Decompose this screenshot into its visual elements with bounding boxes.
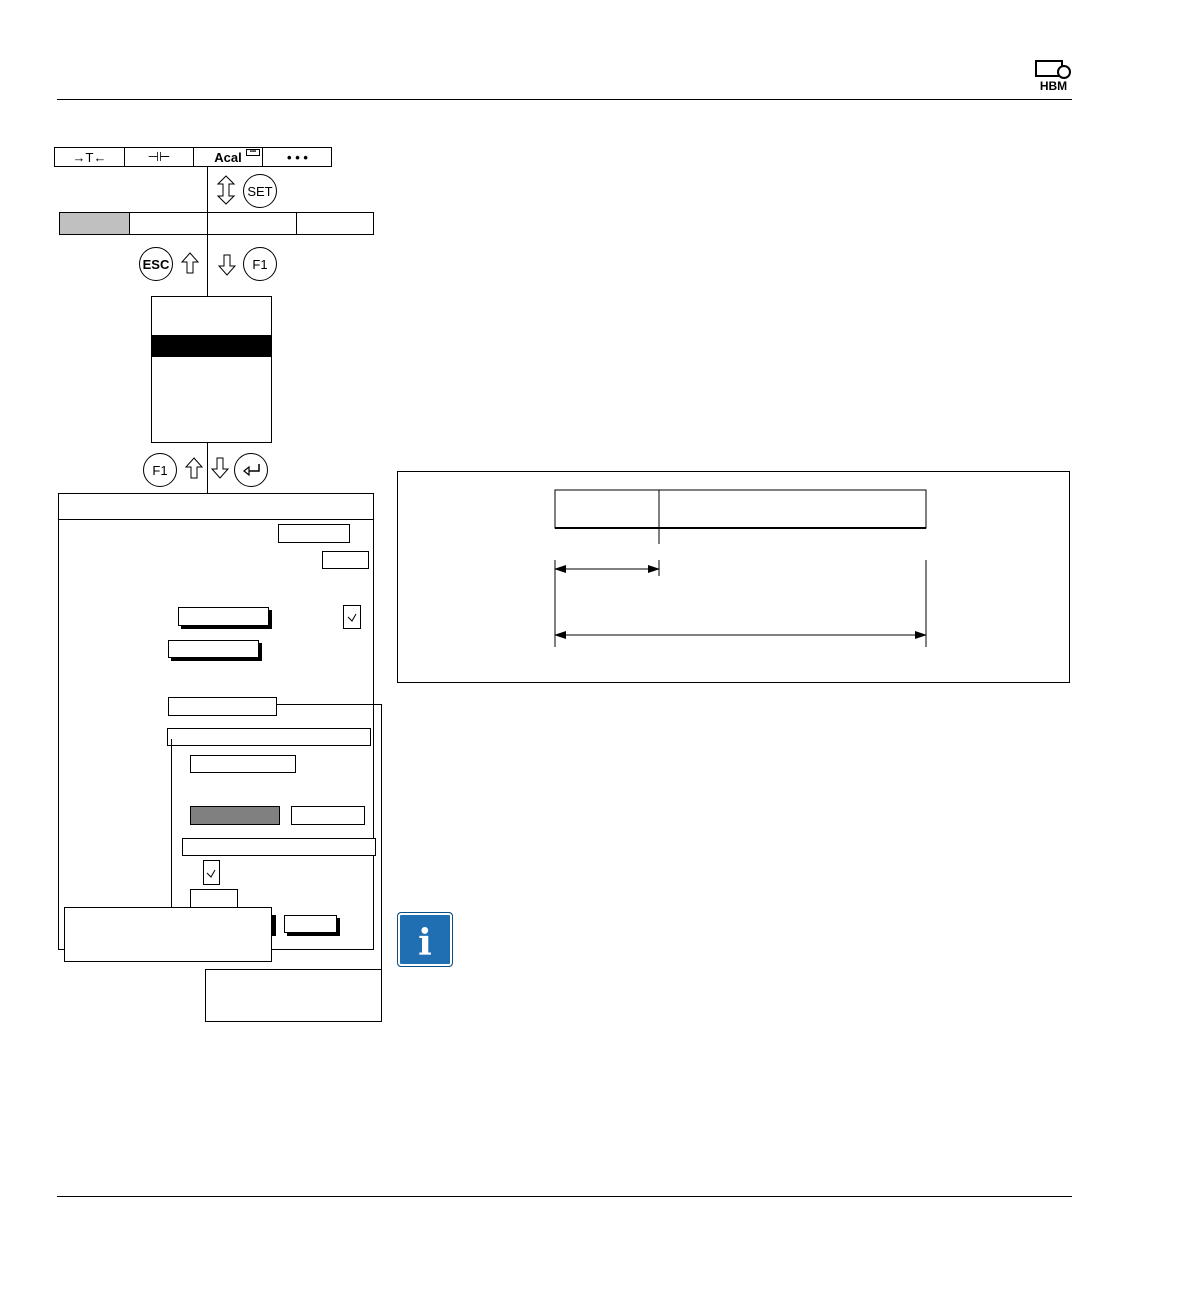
tab-4[interactable] (297, 213, 373, 234)
callout-box-left (64, 907, 272, 962)
autocal-label: Acal (214, 149, 242, 165)
field-8[interactable] (190, 889, 238, 909)
checkbox-check-icon (204, 861, 219, 884)
info-glyph: i (418, 922, 432, 964)
menu-list (151, 296, 272, 443)
tab-selected[interactable] (60, 213, 130, 234)
f1-key-label: F1 (252, 256, 268, 272)
timing-diagram-frame (397, 471, 1070, 683)
more-icon: • • • (287, 149, 308, 165)
zero-balance-icon: ⊣⊢ (147, 149, 171, 164)
esc-key[interactable] (139, 247, 173, 281)
more-button[interactable] (263, 148, 332, 166)
dropdown-button-1[interactable] (178, 607, 269, 626)
group-line (171, 739, 172, 909)
field-5[interactable] (190, 755, 296, 773)
autocal-indicator-icon: ••• (246, 149, 260, 156)
hbm-logo (1035, 60, 1072, 92)
set-key[interactable] (243, 174, 277, 208)
field-7[interactable] (182, 838, 376, 856)
set-key-label: SET (247, 183, 273, 199)
checkbox-2[interactable] (203, 860, 220, 885)
enter-key[interactable] (234, 453, 268, 487)
callout-box-bottom (205, 969, 382, 1022)
field-4[interactable] (167, 728, 371, 746)
tab-3[interactable] (208, 213, 297, 234)
logo-text: HBM (1039, 79, 1068, 92)
button-right[interactable] (284, 915, 337, 933)
tare-icon: →T← (72, 149, 107, 165)
tab-row (59, 212, 374, 235)
timing-diagram (398, 472, 1069, 682)
timing-bar (555, 490, 926, 528)
up-arrow-icon (185, 457, 203, 479)
f1-key-2[interactable] (143, 453, 177, 487)
up-down-arrow-icon (217, 175, 235, 205)
dropdown-button-2[interactable] (168, 640, 259, 658)
esc-key-label: ESC (142, 256, 170, 272)
autocal-button[interactable] (194, 148, 263, 166)
zero-balance-button[interactable] (125, 148, 194, 166)
field-2[interactable] (322, 551, 369, 569)
info-icon (397, 912, 453, 967)
tare-button[interactable] (55, 148, 125, 166)
callout-line (381, 704, 382, 969)
down-arrow-icon (218, 254, 236, 276)
f1-key-label-2: F1 (152, 462, 168, 478)
toolbar (54, 147, 332, 167)
down-arrow-icon (211, 457, 229, 479)
field-1[interactable] (278, 524, 350, 543)
footer-rule (57, 1196, 1072, 1197)
enter-key-icon (240, 463, 262, 477)
field-selected-gray[interactable] (190, 806, 280, 825)
field-3[interactable] (168, 697, 277, 716)
checkbox-check-icon (344, 606, 360, 628)
tab-2[interactable] (130, 213, 208, 234)
dialog-title-rule (59, 519, 373, 520)
callout-line (277, 704, 382, 705)
connector-line (207, 442, 208, 493)
connector-line (207, 167, 208, 212)
checkbox-1[interactable] (343, 605, 361, 629)
menu-item-selected[interactable] (152, 335, 271, 357)
header-rule (57, 99, 1072, 100)
connector-line (207, 234, 208, 296)
up-arrow-icon (181, 252, 199, 274)
field-6[interactable] (291, 806, 365, 825)
f1-key[interactable] (243, 247, 277, 281)
